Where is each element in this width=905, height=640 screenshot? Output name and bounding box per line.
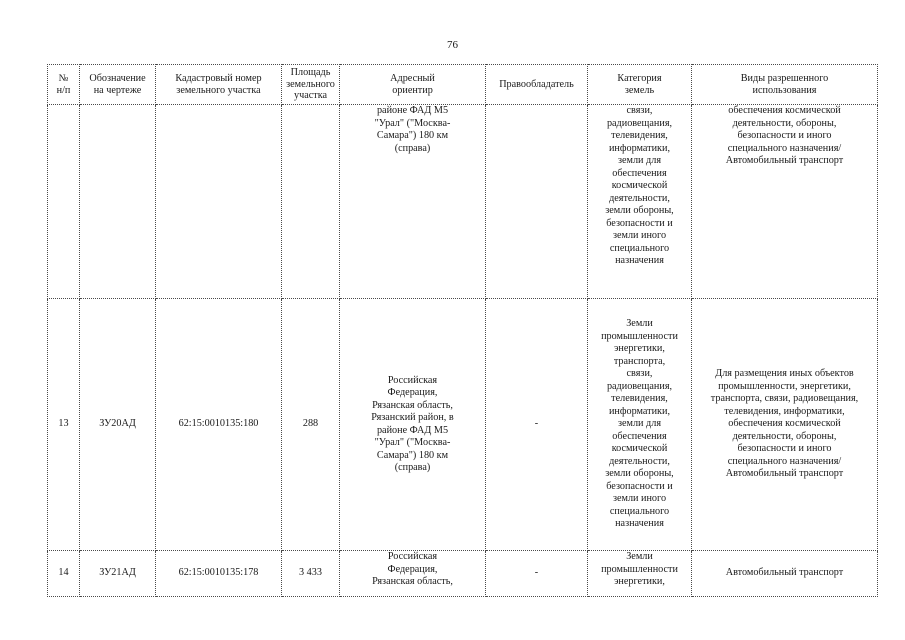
- header-num: № н/п: [48, 65, 80, 105]
- cell-num: 13: [48, 299, 80, 551]
- page-number: 76: [447, 39, 458, 51]
- cell-cadastral: [156, 105, 282, 299]
- cell-cadastral: 62:15:0010135:178: [156, 551, 282, 597]
- cell-category: Земли промышленности энергетики, транспорта, связи, радиовещания, телевидения, информатики, земли для обеспечения космической деятельности, земли обороны, безопасности и земли иного специального назначения: [588, 299, 692, 551]
- table-row: [48, 551, 878, 597]
- cell-category: связи, радиовещания, телевидения, информатики, земли для обеспечения космической деятельности, земли обороны, безопасности и земли иного специального назначения: [588, 105, 692, 299]
- cell-category: Земли промышленности энергетики,: [588, 551, 692, 597]
- cell-num: [48, 105, 80, 299]
- cell-owner: -: [486, 299, 588, 551]
- cell-address: Российская Федерация, Рязанская область,: [340, 551, 486, 597]
- cell-cadastral: 62:15:0010135:180: [156, 299, 282, 551]
- cell-usage: Для размещения иных объектов промышленности, энергетики, транспорта, связи, радиовещания, телевидения, информатики, обеспечения космической деятельности, обороны, безопасности и иного специального назначения/ Автомобильный транспорт: [692, 299, 878, 551]
- cell-area: [282, 105, 340, 299]
- cell-address: Российская Федерация, Рязанская область, Рязанский район, в районе ФАД М5 "Урал" ("Москва- Самара") 180 км (справа): [340, 299, 486, 551]
- cell-address: районе ФАД М5 "Урал" ("Москва- Самара") 180 км (справа): [340, 105, 486, 299]
- land-plots-table: [47, 64, 878, 597]
- header-owner: Правообладатель: [486, 65, 588, 105]
- table-row: [48, 299, 878, 551]
- cell-usage: Автомобильный транспорт: [692, 551, 878, 597]
- table-header-row: [48, 65, 878, 105]
- header-cadastral: Кадастровый номер земельного участка: [156, 65, 282, 105]
- cell-num: 14: [48, 551, 80, 597]
- cell-designation: [80, 105, 156, 299]
- header-usage: Виды разрешенного использования: [692, 65, 878, 105]
- cell-designation: ЗУ21АД: [80, 551, 156, 597]
- header-area: Площадь земельного участка: [282, 65, 340, 105]
- cell-area: 288: [282, 299, 340, 551]
- cell-designation: ЗУ20АД: [80, 299, 156, 551]
- header-category: Категория земель: [588, 65, 692, 105]
- table-row-continued: [48, 105, 878, 299]
- cell-owner: -: [486, 551, 588, 597]
- cell-owner: [486, 105, 588, 299]
- header-designation: Обозначение на чертеже: [80, 65, 156, 105]
- cell-usage: обеспечения космической деятельности, обороны, безопасности и иного специального назначения/ Автомобильный транспорт: [692, 105, 878, 299]
- header-address: Адресный ориентир: [340, 65, 486, 105]
- cell-area: 3 433: [282, 551, 340, 597]
